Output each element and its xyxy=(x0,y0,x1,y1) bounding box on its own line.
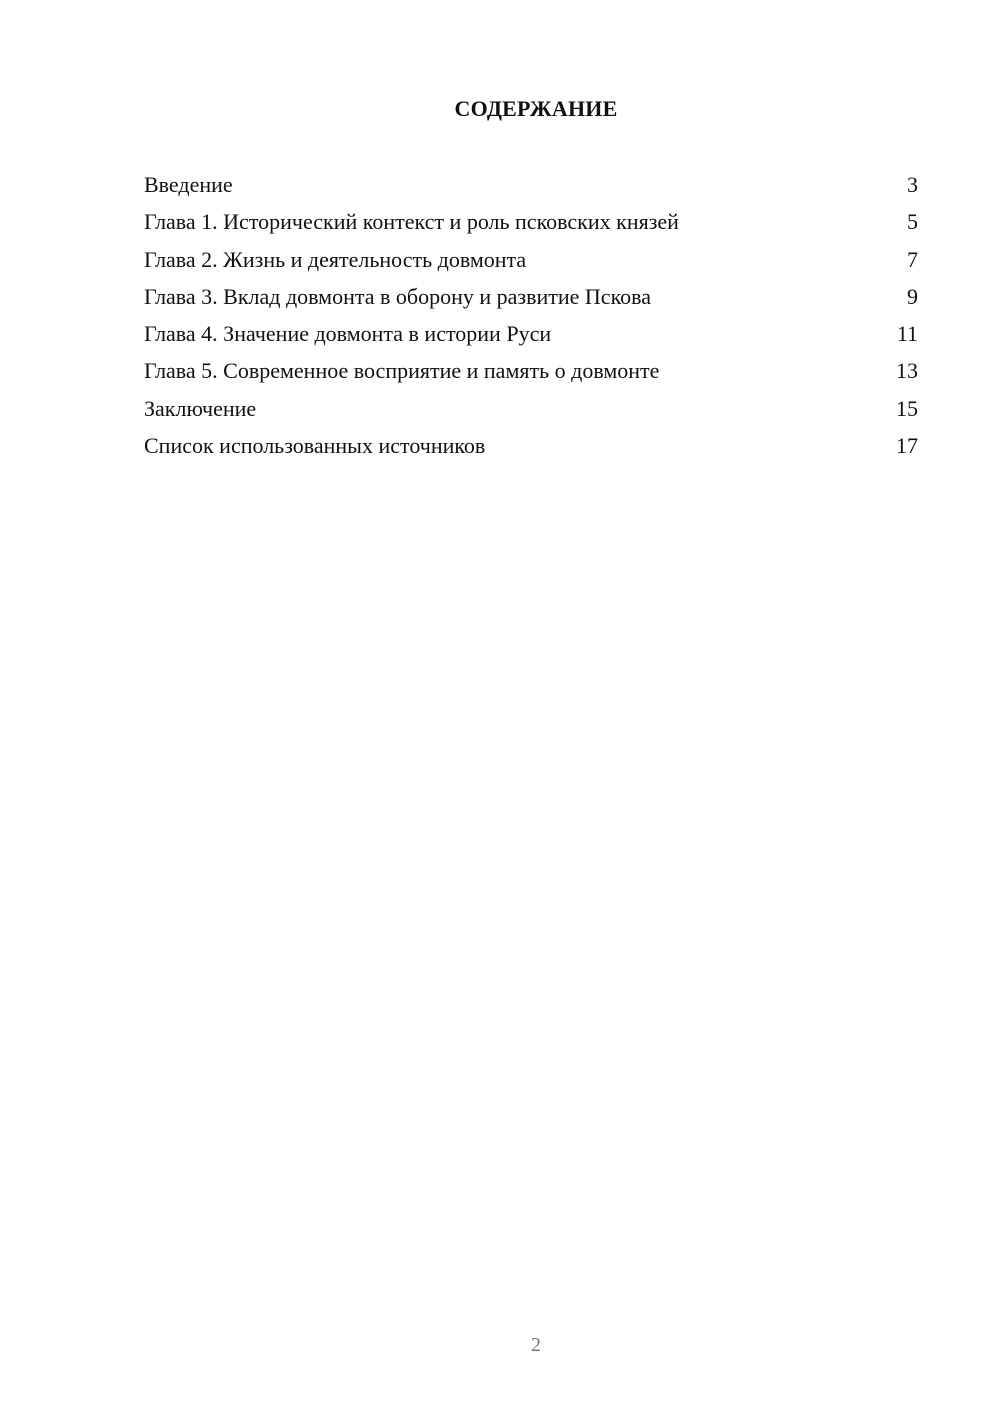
toc-entry-page: 13 xyxy=(896,358,918,384)
toc-entry-label: Введение xyxy=(144,172,233,197)
toc-entry-introduction xyxy=(144,170,918,207)
toc-entry-page: 5 xyxy=(907,209,918,235)
toc-entry-chapter-1 xyxy=(144,207,918,244)
toc-entry-page: 11 xyxy=(896,321,918,347)
toc-entry-chapter-2 xyxy=(144,245,918,282)
toc-entry-label: Глава 3. Вклад довмонта в оборону и развитие Пскова xyxy=(144,283,651,309)
toc-entry-page: 9 xyxy=(907,283,918,309)
toc-entry-label: Заключение xyxy=(144,395,257,421)
page-number: 2 xyxy=(531,1334,541,1356)
toc-entry-conclusion xyxy=(144,394,918,431)
toc-entry-page: 17 xyxy=(896,433,918,459)
toc-entry-page: 7 xyxy=(907,246,918,272)
toc-entry-label: Глава 1. Исторический контекст и роль псковских князей xyxy=(144,209,679,235)
toc-entry-label: Список использованных источников xyxy=(144,433,486,459)
toc-entry-page: 3 xyxy=(907,172,918,197)
toc-entry-chapter-5 xyxy=(144,356,918,393)
toc-entry-page: 15 xyxy=(896,395,918,421)
table-of-contents xyxy=(144,170,918,468)
toc-entry-chapter-4 xyxy=(144,319,918,356)
toc-entry-references xyxy=(144,431,918,468)
toc-entry-label: Глава 5. Современное восприятие и память о довмонте xyxy=(144,358,660,384)
toc-entry-label: Глава 4. Значение довмонта в истории Руси xyxy=(144,321,552,347)
toc-entry-chapter-3 xyxy=(144,282,918,319)
page-title: СОДЕРЖАНИЕ xyxy=(454,96,618,121)
toc-entry-label: Глава 2. Жизнь и деятельность довмонта xyxy=(144,246,527,272)
